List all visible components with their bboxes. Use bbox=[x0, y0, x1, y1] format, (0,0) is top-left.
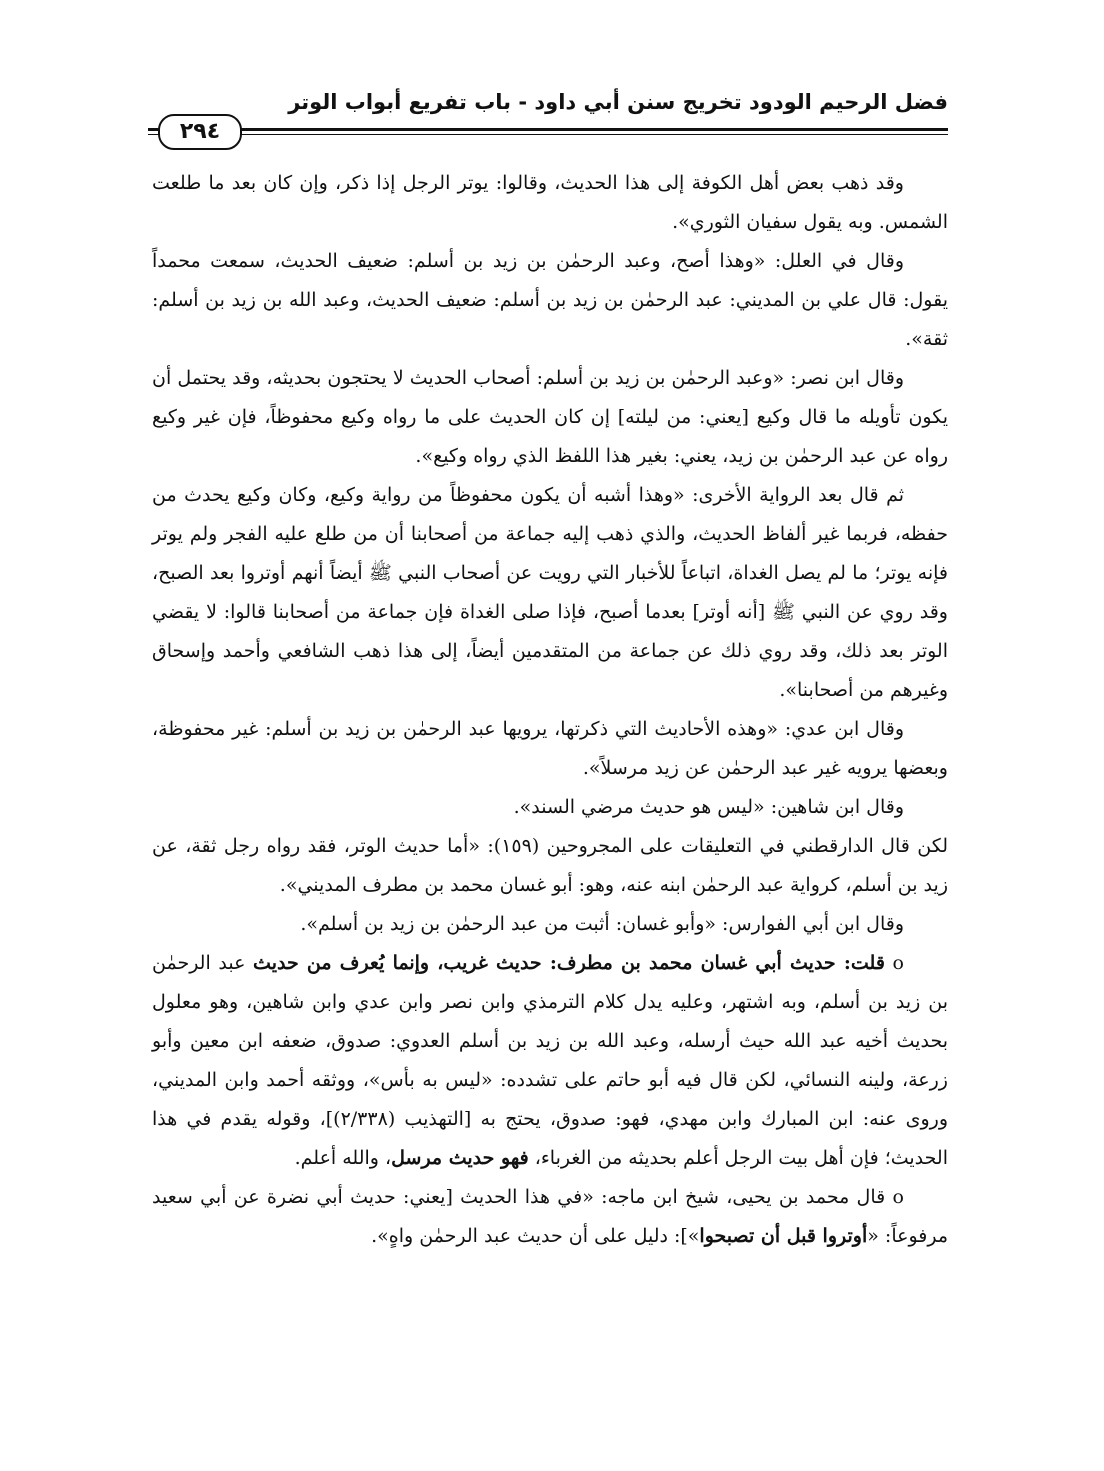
qult-end: ، والله أعلم. bbox=[294, 1147, 392, 1169]
final-end: »]: دليل على أن حديث عبد الرحمٰن واهٍ». bbox=[371, 1225, 700, 1247]
paragraph: وقال ابن أبي الفوارس: «وأبو غسان: أثبت من عبد الرحمٰن بن زيد بن أسلم». bbox=[300, 913, 904, 935]
qult-verdict: فهو حديث مرسل bbox=[391, 1147, 529, 1169]
qult-paragraph bbox=[152, 944, 948, 1178]
page-header bbox=[148, 90, 948, 154]
qult-body: عبد الرحمٰن بن زيد بن أسلم، وبه اشتهر، وعليه يدل كلام الترمذي وابن نصر وابن عدي وابن شاهين، وهو معلول بحديث أخيه عبد الله حيث أرسله، وعبد الله بن زيد بن أسلم العدوي: صدوق، ضعفه ابن معين وأبو زرعة، ولينه النسائي، لكن قال فيه أبو حاتم على تشدده: «ليس به بأس»، ووثقه أحمد وابن المديني، وروى عنه: ابن المبارك وابن مهدي، فهو: صدوق، يحتج به [التهذيب (٢/٣٣٨)]، وقوله يقدم في هذا الحديث؛ فإن أهل بيت الرجل أعلم بحديثه من الغرباء، bbox=[152, 952, 948, 1169]
qult-lead: قلت: حديث أبي غسان محمد بن مطرف: حديث غريب، وإنما يُعرف من حديث bbox=[253, 952, 885, 974]
page-body bbox=[152, 164, 948, 1256]
paragraph: وقال في العلل: «وهذا أصح، وعبد الرحمٰن بن زيد بن أسلم: ضعيف الحديث، سمعت محمداً يقول: قال علي بن المديني: عبد الرحمٰن بن زيد بن أسلم: ضعيف الحديث، وعبد الله بن زيد بن أسلم: ثقة». bbox=[152, 250, 948, 350]
paragraph: وقال ابن نصر: «وعبد الرحمٰن بن زيد بن أسلم: أصحاب الحديث لا يحتجون بحديثه، وقد يحتمل أن يكون تأويله ما قال وكيع [يعني: من ليلته] إن كان الحديث على ما رواه وكيع محفوظاً، فإن غير وكيع رواه عن عبد الرحمٰن بن زيد، يعني: بغير هذا اللفظ الذي رواه وكيع». bbox=[152, 367, 948, 467]
paragraph: وقال ابن عدي: «وهذه الأحاديث التي ذكرتها، يرويها عبد الرحمٰن بن زيد بن أسلم: غير محفوظة، وبعضها يرويه غير عبد الرحمٰن عن زيد مرسلاً». bbox=[152, 718, 948, 779]
paragraph: ثم قال بعد الرواية الأخرى: «وهذا أشبه أن يكون محفوظاً من رواية وكيع، وكان وكيع يحدث من حفظه، فربما غير ألفاظ الحديث، والذي ذهب إليه جماعة من أصحابنا أن من طلع عليه الفجر ولم يوتر فإنه يوتر؛ ما لم يصل الغداة، اتباعاً للأخبار التي رويت عن أصحاب النبي ﷺ أيضاً أنهم أوتروا بعد الصبح، وقد روي عن النبي ﷺ [أنه أوتر] بعدما أصبح، فإذا صلى الغداة فإن جماعة من أصحابنا قالوا: لا يقضي الوتر بعد ذلك، وقد روي ذلك عن جماعة من المتقدمين أيضاً، إلى هذا ذهب الشافعي وأحمد وإسحاق وغيرهم من أصحابنا». bbox=[152, 484, 948, 701]
header-rule bbox=[148, 128, 948, 131]
final-paragraph bbox=[152, 1178, 948, 1256]
final-text: قال محمد بن يحيى، شيخ ابن ماجه: «في هذا الحديث [يعني: حديث أبي نضرة عن أبي سعيد مرفوعاً: « bbox=[152, 1186, 948, 1247]
final-quote: أوتروا قبل أن تصبحوا bbox=[699, 1225, 868, 1247]
running-title: فضل الرحيم الودود تخريج سنن أبي داود - باب تفريع أبواب الوتر bbox=[288, 90, 948, 114]
paragraph: وقد ذهب بعض أهل الكوفة إلى هذا الحديث، وقالوا: يوتر الرجل إذا ذكر، وإن كان بعد ما طلعت الشمس. وبه يقول سفيان الثوري». bbox=[152, 172, 948, 233]
header-rule-thin bbox=[148, 134, 948, 135]
paragraph: لكن قال الدارقطني في التعليقات على المجروحين (١٥٩): «أما حديث الوتر، فقد رواه رجل ثقة، عن زيد بن أسلم، كرواية عبد الرحمٰن ابنه عنه، وهو: أبو غسان محمد بن مطرف المديني». bbox=[152, 835, 949, 896]
paragraph: وقال ابن شاهين: «ليس هو حديث مرضي السند». bbox=[513, 796, 904, 818]
bullet-marker: o bbox=[892, 952, 904, 974]
page-number-badge: ٢٩٤ bbox=[158, 114, 242, 150]
bullet-marker: o bbox=[892, 1186, 904, 1208]
